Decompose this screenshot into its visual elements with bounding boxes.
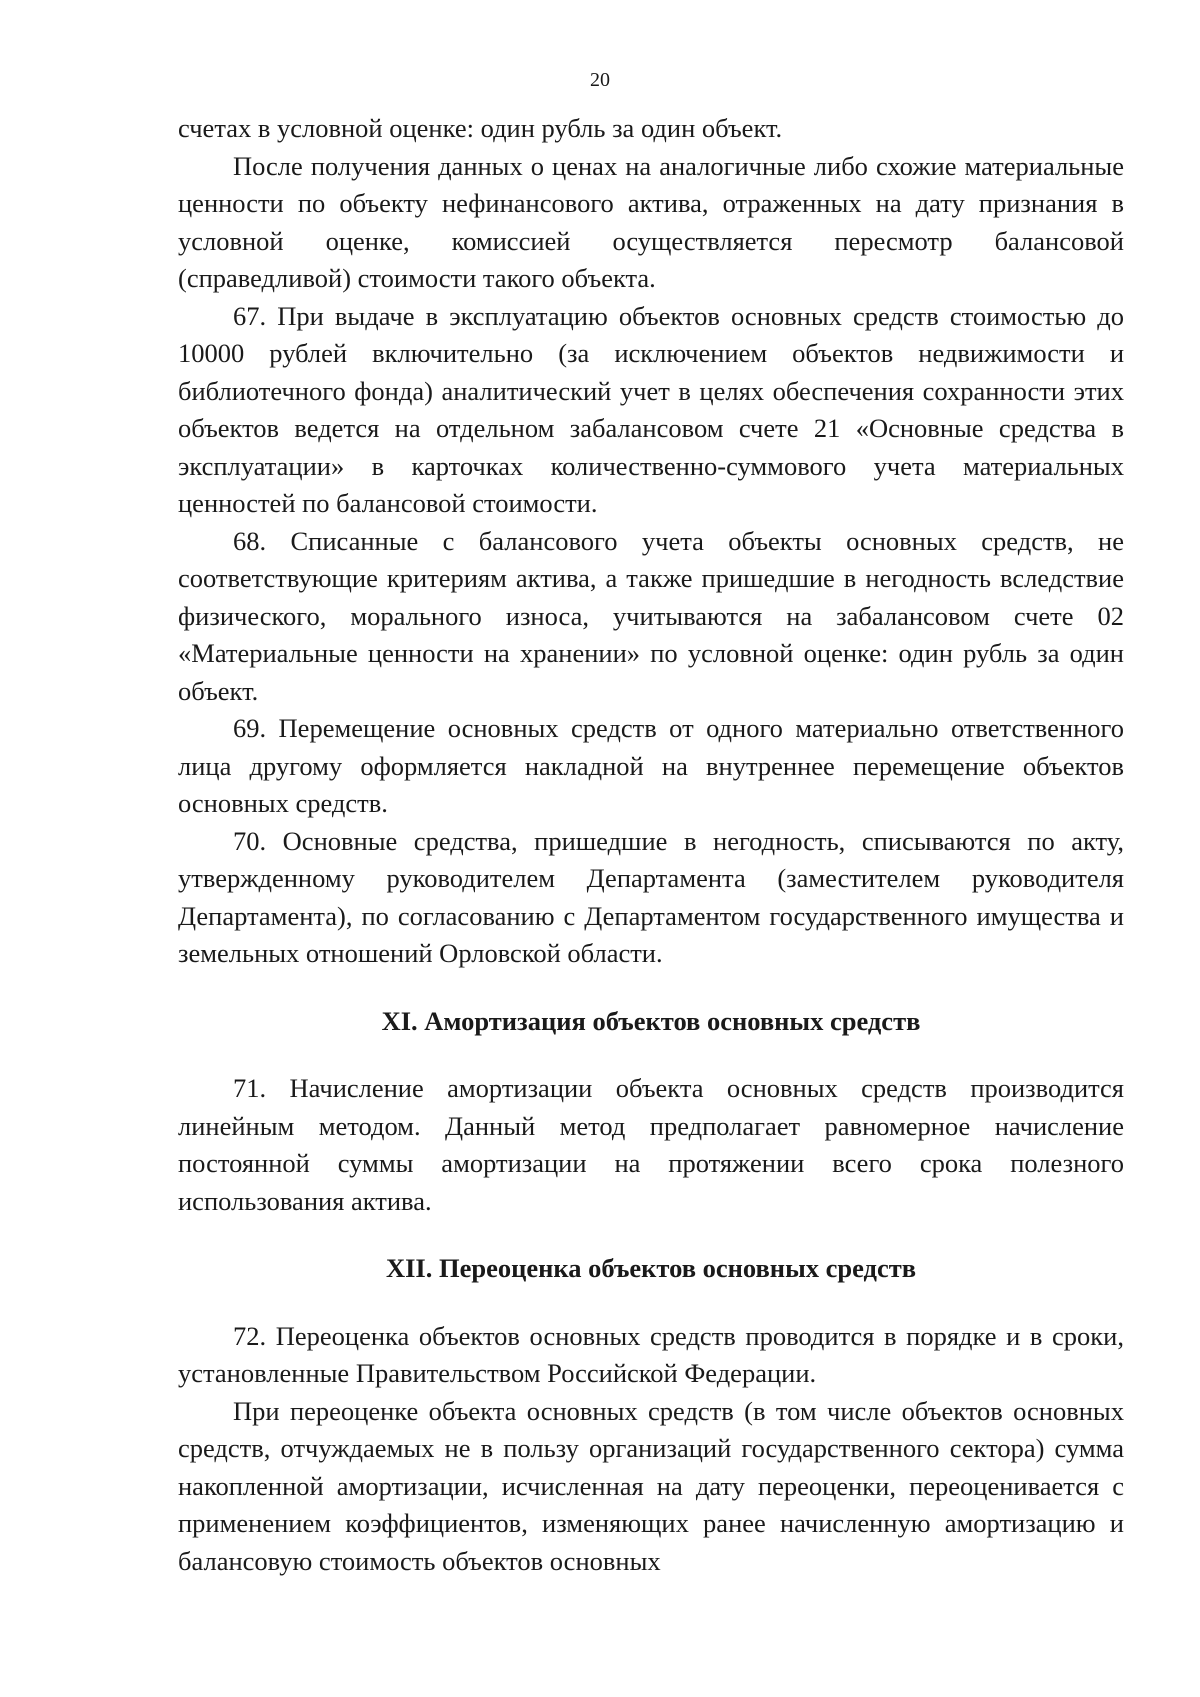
document-body — [178, 110, 1124, 1580]
paragraph-revaluation-review: После получения данных о ценах на аналогичные либо схожие материальные ценности по объекту нефинансового актива, отраженных на дату признания в условной оценке, комиссией осуществляется пересмотр балансовой (справедливой) стоимости такого объекта. — [178, 150, 1124, 293]
paragraph-69: 69. Перемещение основных средств от одного материально ответственного лица другому оформляется накладной на внутреннее перемещение объектов основных средств. — [178, 713, 1124, 818]
section-heading-xii: XII. Переоценка объектов основных средств — [385, 1253, 917, 1283]
paragraph-revaluation-depreciation: При переоценке объекта основных средств (в том числе объектов основных средств, отчуждаемых не в пользу организаций государственного сектора) сумма накопленной амортизации, исчисленная на дату переоценки, переоценивается с применением коэффициентов, изменяющих ранее начисленную амортизацию и балансовую стоимость объектов основных — [178, 1395, 1124, 1576]
section-heading-xi: XI. Амортизация объектов основных средств — [381, 1005, 921, 1036]
paragraph-68: 68. Списанные с балансового учета объекты основных средств, не соответствующие критериям актива, а также пришедшие в негодность вследствие физического, морального износа, учитываются на забалансовом счете 02 «Материальные ценности на хранении» по условной оценке: один рубль за один объект. — [178, 525, 1124, 706]
paragraph-continuation: счетах в условной оценке: один рубль за один объект. — [178, 113, 783, 143]
page-number: 20 — [590, 69, 610, 91]
paragraph-72: 72. Переоценка объектов основных средств проводится в порядке и в сроки, установленные Правительством Российской Федерации. — [178, 1320, 1124, 1388]
paragraph-70: 70. Основные средства, пришедшие в негодность, списываются по акту, утвержденному руководителем Департамента (заместителем руководителя Департамента), по согласованию с Департаментом государственного имущества и земельных отношений Орловской области. — [178, 825, 1124, 968]
paragraph-71: 71. Начисление амортизации объекта основных средств производится линейным методом. Данный метод предполагает равномерное начисление постоянной суммы амортизации на протяжении всего срока полезного использования актива. — [178, 1073, 1124, 1216]
paragraph-67: 67. При выдаче в эксплуатацию объектов основных средств стоимостью до 10000 рублей включительно (за исключением объектов недвижимости и библиотечного фонда) аналитический учет в целях обеспечения сохранности этих объектов ведется на отдельном забалансовом счете 21 «Основные средства в эксплуатации» в карточках количественно-суммового учета материальных ценностей по балансовой стоимости. — [178, 300, 1124, 518]
